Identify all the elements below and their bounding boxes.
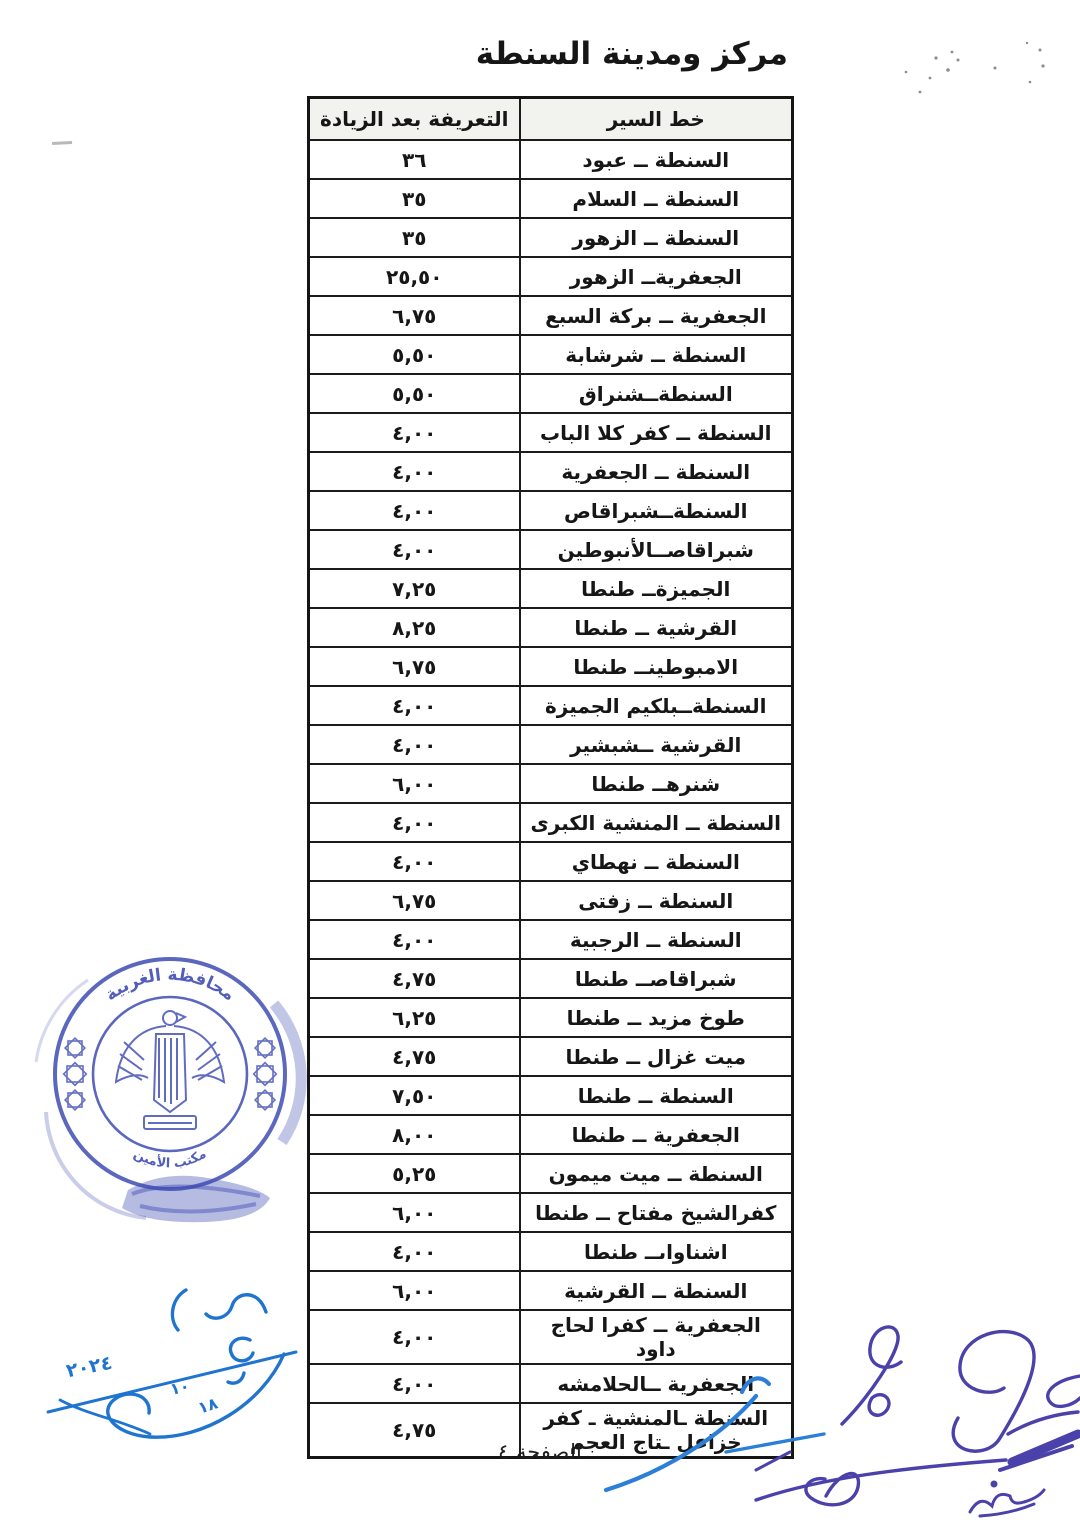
fare-cell: ٤,٧٥ <box>309 959 520 998</box>
fare-cell: ٤,٠٠ <box>309 920 520 959</box>
stamp-ornaments <box>64 1038 277 1110</box>
route-cell: السنطة ــ السلام <box>520 179 793 218</box>
table-row <box>309 764 793 803</box>
fare-table-grid <box>307 96 794 1459</box>
table-row <box>309 140 793 179</box>
table-row <box>309 1232 793 1271</box>
fare-cell: ٨,٢٥ <box>309 608 520 647</box>
route-cell: القرشية ــشبشير <box>520 725 793 764</box>
table-row <box>309 1037 793 1076</box>
table-row <box>309 491 793 530</box>
stamp-blob <box>122 1176 270 1223</box>
eagle-emblem <box>116 1011 224 1129</box>
table-row <box>309 530 793 569</box>
route-cell: طوخ مزيد ــ طنطا <box>520 998 793 1037</box>
table-row <box>309 647 793 686</box>
table-row <box>309 569 793 608</box>
fare-cell: ٤,٠٠ <box>309 413 520 452</box>
fare-cell: ٥,٥٠ <box>309 374 520 413</box>
fare-cell: ٤,٠٠ <box>309 725 520 764</box>
table-row <box>309 842 793 881</box>
route-cell: السنطةــشبراقاص <box>520 491 793 530</box>
table-row <box>309 881 793 920</box>
fare-cell: ٤,٠٠ <box>309 1364 520 1403</box>
fare-cell: ٦,٢٥ <box>309 998 520 1037</box>
fare-cell: ٤,٧٥ <box>309 1037 520 1076</box>
page-title: مركز ومدينة السنطة <box>475 36 788 72</box>
fare-cell: ٦,٠٠ <box>309 1271 520 1310</box>
handwritten-number-18: ١٨ <box>195 1393 220 1418</box>
fare-cell: ٣٥ <box>309 218 520 257</box>
table-row <box>309 608 793 647</box>
official-stamp <box>28 942 318 1252</box>
fare-cell: ٢٥,٥٠ <box>309 257 520 296</box>
fare-cell: ٨,٠٠ <box>309 1115 520 1154</box>
table-row <box>309 998 793 1037</box>
fare-cell: ٧,٥٠ <box>309 1076 520 1115</box>
signature-violet-group <box>756 1327 1080 1516</box>
fare-column-header: التعريفة بعد الزيادة <box>309 98 520 141</box>
route-cell: السنطة ــ الزهور <box>520 218 793 257</box>
stamp-bottom-text: مكتب الأمين <box>130 1146 210 1172</box>
route-cell: الجعفرية ــ طنطا <box>520 1115 793 1154</box>
route-cell: شنرهــ طنطا <box>520 764 793 803</box>
fare-cell: ٦,٠٠ <box>309 764 520 803</box>
table-row <box>309 920 793 959</box>
fare-cell: ٤,٠٠ <box>309 686 520 725</box>
table-header-row <box>309 98 793 141</box>
table-row <box>309 1115 793 1154</box>
route-cell: السنطة ــ عبود <box>520 140 793 179</box>
route-cell: الامبوطينــ طنطا <box>520 647 793 686</box>
route-cell: السنطة ــ نهطاي <box>520 842 793 881</box>
table-row <box>309 803 793 842</box>
route-cell: القرشية ــ طنطا <box>520 608 793 647</box>
stamp-top-text: محافظة الغربية <box>101 964 239 1006</box>
fare-cell: ٤,٠٠ <box>309 1310 520 1364</box>
fare-cell: ٥,٢٥ <box>309 1154 520 1193</box>
route-cell: السنطةــشنراق <box>520 374 793 413</box>
fare-cell: ٥,٥٠ <box>309 335 520 374</box>
fare-cell: ٤,٠٠ <box>309 452 520 491</box>
handwritten-year: ٢٠٢٤ <box>64 1351 115 1383</box>
table-row <box>309 218 793 257</box>
table-row <box>309 179 793 218</box>
route-cell: السنطة ــ شرشابة <box>520 335 793 374</box>
table-row <box>309 725 793 764</box>
fare-cell: ٦,٧٥ <box>309 881 520 920</box>
stamp-smudge <box>274 1004 301 1142</box>
fare-cell: ٦,٧٥ <box>309 296 520 335</box>
route-cell: السنطة ــ الرجبية <box>520 920 793 959</box>
route-cell: السنطة ــ المنشية الكبرى <box>520 803 793 842</box>
route-cell: شبراقاصــ طنطا <box>520 959 793 998</box>
fare-table <box>307 96 791 1459</box>
fare-cell: ٣٦ <box>309 140 520 179</box>
route-cell: اشناواىــ طنطا <box>520 1232 793 1271</box>
fare-cell: ٤,٠٠ <box>309 803 520 842</box>
route-cell: كفرالشيخ مفتاح ــ طنطا <box>520 1193 793 1232</box>
fare-cell: ٤,٠٠ <box>309 491 520 530</box>
table-row <box>309 1154 793 1193</box>
fare-cell: ٦,٧٥ <box>309 647 520 686</box>
route-cell: الجعفرية ــ بركة السبع <box>520 296 793 335</box>
route-cell: السنطة ـالمنشية ـ كفر خزاعل ـتاج العجم <box>520 1403 793 1458</box>
route-cell: الجميزةــ طنطا <box>520 569 793 608</box>
table-row <box>309 335 793 374</box>
handwritten-number-10: ١٠ <box>168 1376 192 1399</box>
table-row <box>309 374 793 413</box>
fare-cell: ٧,٢٥ <box>309 569 520 608</box>
route-cell: السنطةــبلكيم الجميزة <box>520 686 793 725</box>
table-row <box>309 452 793 491</box>
fare-cell: ٤,٠٠ <box>309 842 520 881</box>
table-row <box>309 1076 793 1115</box>
route-cell: الجعفرية ــالحلامشه <box>520 1364 793 1403</box>
fare-cell: ٤,٠٠ <box>309 1232 520 1271</box>
fare-cell: ٦,٠٠ <box>309 1193 520 1232</box>
table-row <box>309 959 793 998</box>
fare-cell: ٣٥ <box>309 179 520 218</box>
route-cell: ميت غزال ــ طنطا <box>520 1037 793 1076</box>
route-cell: الجعفريةــ الزهور <box>520 257 793 296</box>
table-row <box>309 1310 793 1364</box>
table-row <box>309 296 793 335</box>
route-cell: السنطة ــ الجعفرية <box>520 452 793 491</box>
table-row <box>309 1193 793 1232</box>
route-cell: السنطة ــ طنطا <box>520 1076 793 1115</box>
table-row <box>309 1271 793 1310</box>
fare-cell: ٤,٠٠ <box>309 530 520 569</box>
route-cell: شبراقاصــالأنبوطين <box>520 530 793 569</box>
route-cell: السنطة ــ كفر كلا الباب <box>520 413 793 452</box>
table-row <box>309 1364 793 1403</box>
route-cell: الجعفرية ــ كفرا لحاج داود <box>520 1310 793 1364</box>
route-cell: السنطة ــ ميت ميمون <box>520 1154 793 1193</box>
fare-cell: ٤,٧٥ <box>309 1403 520 1458</box>
table-row <box>309 686 793 725</box>
route-cell: السنطة ــ زفتى <box>520 881 793 920</box>
table-row <box>309 413 793 452</box>
page-number: الصفحة ٤ <box>498 1440 582 1464</box>
route-column-header: خط السير <box>520 98 793 141</box>
table-row <box>309 257 793 296</box>
route-cell: السنطة ــ القرشية <box>520 1271 793 1310</box>
